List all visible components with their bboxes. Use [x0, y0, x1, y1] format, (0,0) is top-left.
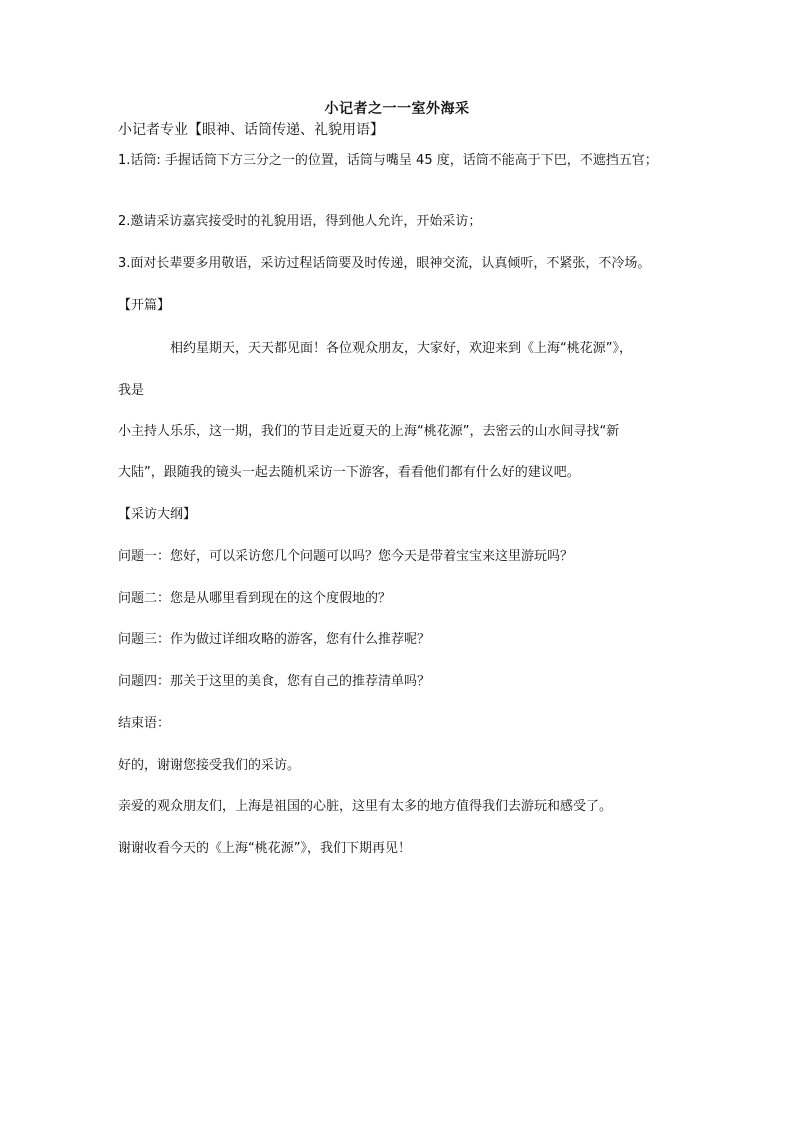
document-title: 小记者之一一室外海采	[324, 101, 470, 117]
closing-line-2: 亲爱的观众朋友们，上海是祖国的心脏，这里有太多的地方值得我们去游玩和感受了。	[118, 799, 613, 814]
opening-line-4: 大陆”，跟随我的镜头一起去随机采访一下游客，看看他们都有什么好的建议吧。	[118, 465, 580, 480]
question-2: 问题二：您是从哪里看到现在的这个度假地的？	[118, 591, 392, 606]
closing-heading: 结束语：	[118, 716, 171, 731]
opening-line-3: 小主持人乐乐，这一期，我们的节目走近夏天的上海“桃花源”，去密云的山水间寻找“新	[118, 424, 620, 439]
question-3: 问题三：作为做过详细攻略的游客，您有什么推荐呢？	[118, 632, 431, 647]
rule-1: 1.话筒: 手握话筒下方三分之一的位置，话筒与嘴呈 45 度，话筒不能高于下巴，不遮挡五官；	[118, 153, 658, 168]
document-subtitle: 小记者专业【眼神、话筒传递、礼貌用语】	[118, 122, 384, 138]
question-4: 问题四：那关于这里的美食，您有自己的推荐清单吗？	[118, 674, 431, 689]
outline-heading: 【采访大纲】	[118, 507, 197, 522]
closing-line-3: 谢谢收看今天的《上海“桃花源”》，我们下期再见！	[118, 841, 411, 856]
opening-line-2: 我是	[118, 383, 145, 398]
rule-2: 2.邀请采访嘉宾接受时的礼貌用语，得到他人允许，开始采访；	[118, 214, 482, 229]
opening-line-1: 相约星期天，天天都见面！各位观众朋友，大家好，欢迎来到《上海“桃花源”》，	[170, 341, 632, 356]
closing-line-1: 好的，谢谢您接受我们的采访。	[118, 758, 301, 773]
question-1: 问题一：您好，可以采访您几个问题可以吗？您今天是带着宝宝来这里游玩吗？	[118, 549, 574, 564]
opening-heading: 【开篇】	[118, 298, 171, 313]
rule-3: 3.面对长辈要多用敬语，采访过程话筒要及时传递，眼神交流，认真倾听，不紧张，不冷场。	[118, 256, 651, 271]
